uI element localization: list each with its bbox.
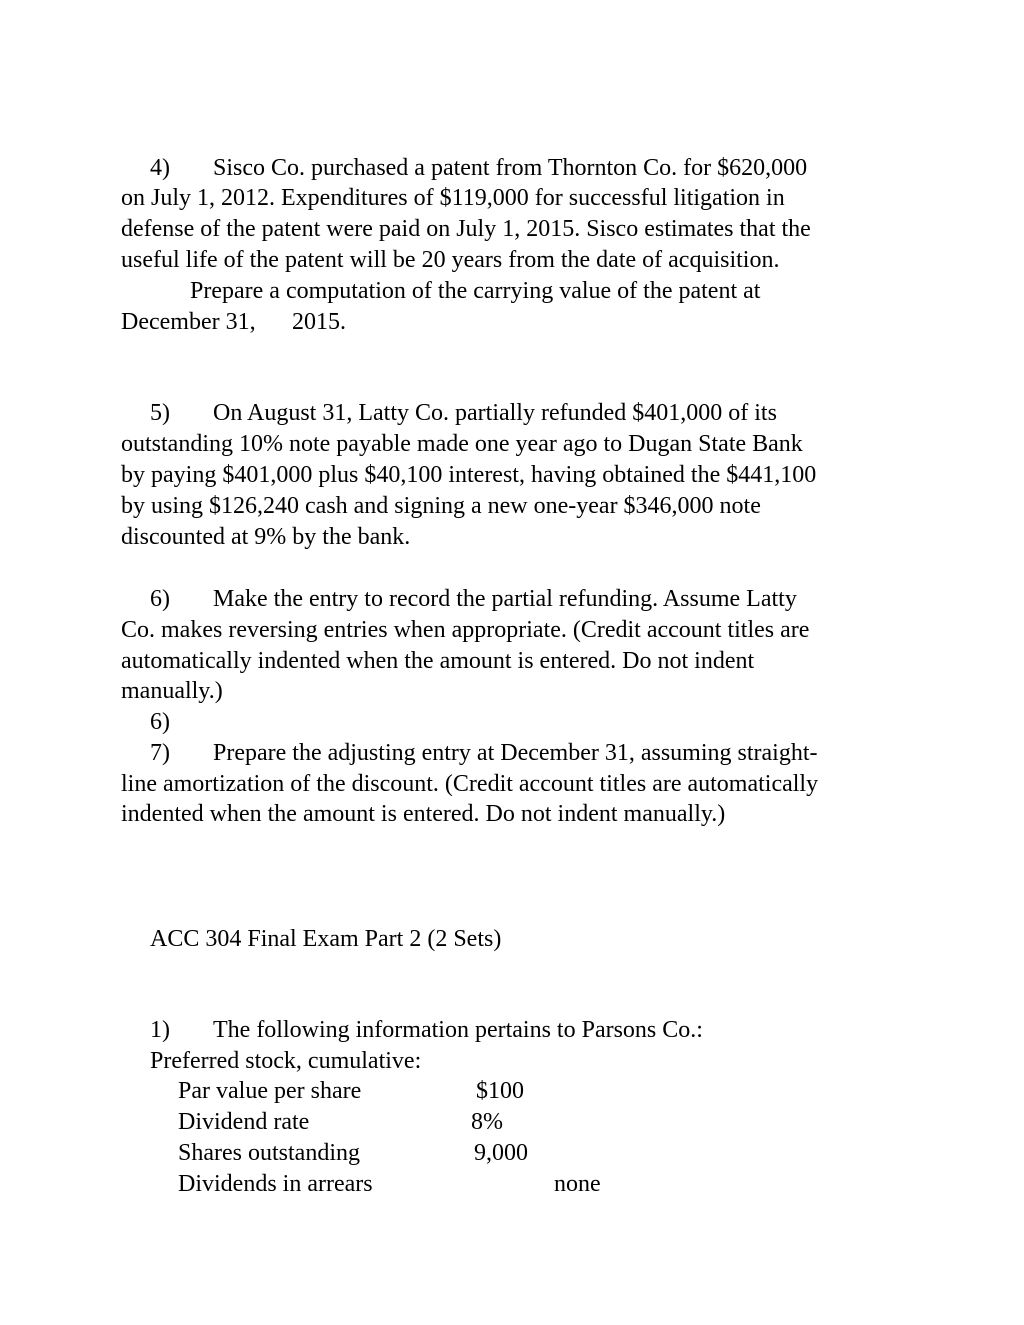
question-text-line: December 31, [121, 309, 256, 335]
row-label: Dividends in arrears [178, 1171, 373, 1197]
question-text-line: discounted at 9% by the bank. [121, 524, 411, 550]
question-text-line: On August 31, Latty Co. partially refunded $401,000 of its [213, 400, 777, 426]
subheading: Preferred stock, cumulative: [150, 1048, 422, 1074]
row-label: Shares outstanding [178, 1140, 360, 1166]
question-number: 5) [150, 400, 170, 426]
question-text-line: by paying $401,000 plus $40,100 interest, having obtained the $441,100 [121, 462, 817, 488]
row-label: Par value per share [178, 1078, 362, 1104]
row-label: Dividend rate [178, 1109, 310, 1135]
question-number: 7) [150, 740, 170, 766]
question-text-line: Make the entry to record the partial refunding. Assume Latty [213, 586, 797, 612]
row-value: $100 [476, 1078, 524, 1104]
question-text-line: useful life of the patent will be 20 years from the date of acquisition. [121, 247, 780, 273]
row-value: none [554, 1171, 601, 1197]
question-number: 4) [150, 155, 170, 181]
question-text-line: on July 1, 2012. Expenditures of $119,000 for successful litigation in [121, 185, 785, 211]
question-text-line: 2015. [292, 309, 346, 335]
row-value: 8% [471, 1109, 503, 1135]
question-text-line: line amortization of the discount. (Credit account titles are automatically [121, 771, 819, 797]
question-text-line: manually.) [121, 678, 223, 704]
row-value: 9,000 [474, 1140, 528, 1166]
question-text-line: Co. makes reversing entries when appropriate. (Credit account titles are [121, 617, 810, 643]
question-number: 6) [150, 586, 170, 612]
question-number: 6) [150, 709, 170, 735]
section-title: ACC 304 Final Exam Part 2 (2 Sets) [150, 926, 502, 952]
question-text-line: Sisco Co. purchased a patent from Thornton Co. for $620,000 [213, 155, 808, 181]
question-text-line: indented when the amount is entered. Do not indent manually.) [121, 801, 726, 827]
question-text-line: by using $126,240 cash and signing a new one-year $346,000 note [121, 493, 761, 519]
question-text-line: Prepare a computation of the carrying value of the patent at [190, 278, 761, 304]
question-text-line: Prepare the adjusting entry at December 31, assuming straight- [213, 740, 818, 766]
question-text-line: outstanding 10% note payable made one year ago to Dugan State Bank [121, 431, 803, 457]
question-text-line: automatically indented when the amount is entered. Do not indent [121, 648, 755, 674]
question-number: 1) [150, 1017, 170, 1043]
question-text-line: The following information pertains to Parsons Co.: [213, 1017, 703, 1043]
question-text-line: defense of the patent were paid on July 1, 2015. Sisco estimates that the [121, 216, 811, 242]
